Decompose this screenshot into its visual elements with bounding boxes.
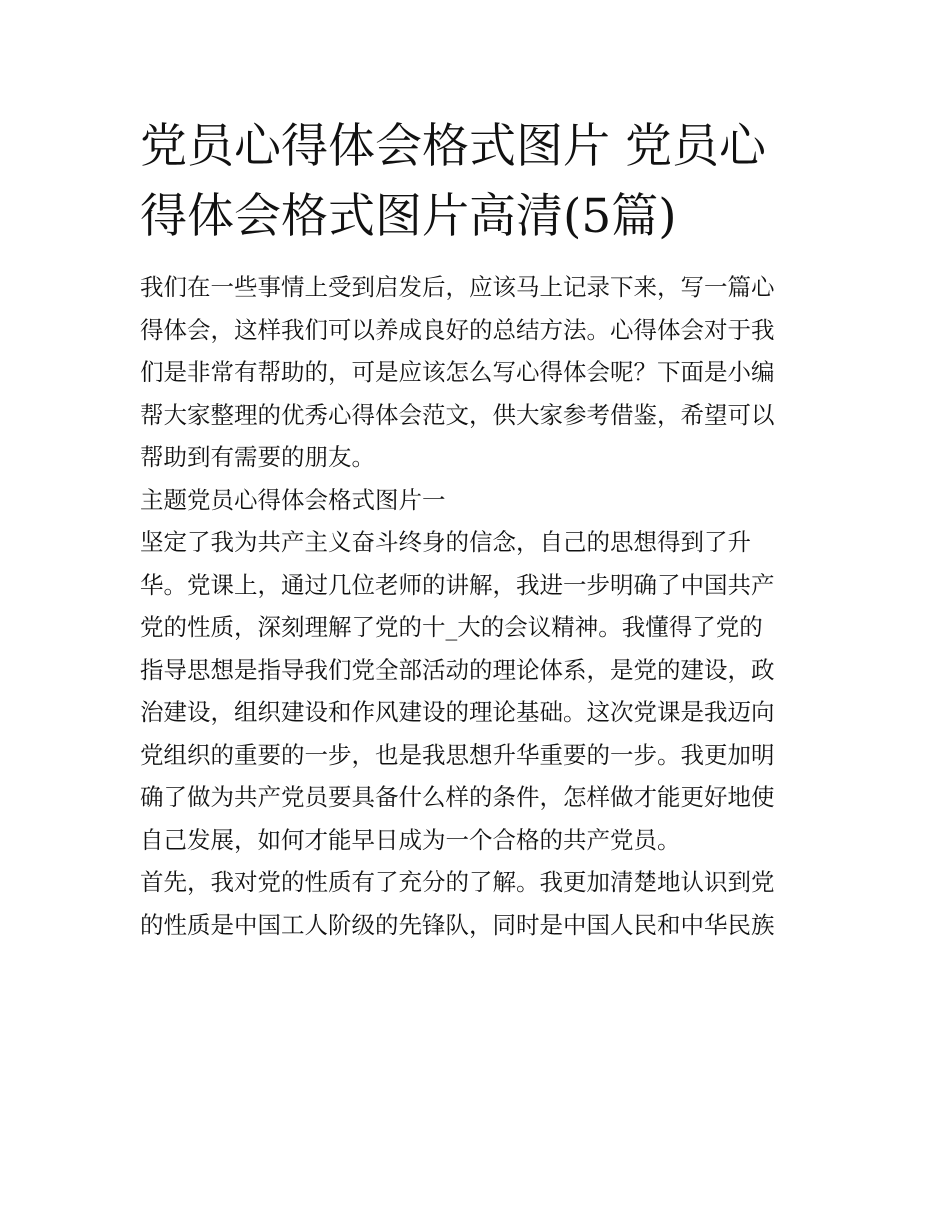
document-title — [140, 112, 812, 252]
title-line: 得体会格式图片高清(5篇) — [140, 189, 677, 244]
text-line: 帮助到有需要的朋友。 — [140, 443, 375, 471]
text-line: 我们在一些事情上受到启发后，应该马上记录下来，写一篇心 — [140, 273, 775, 301]
text-line: 得体会，这样我们可以养成良好的总结方法。心得体会对于我 — [140, 315, 775, 344]
body-paragraph — [140, 521, 812, 861]
text-line: 自己发展，如何才能早日成为一个合格的共产党员。 — [140, 825, 681, 854]
text-line: 治建设，组织建设和作风建设的理论基础。这次党课是我迈向 — [140, 698, 775, 726]
title-line: 党员心得体会格式图片 党员心 — [140, 119, 766, 174]
text-line: 党组织的重要的一步，也是我思想升华重要的一步。我更加明 — [140, 740, 775, 769]
text-line: 华。党课上，通过几位老师的讲解，我进一步明确了中国共产 — [140, 570, 775, 599]
intro-paragraph — [140, 266, 812, 479]
text-line: 们是非常有帮助的，可是应该怎么写心得体会呢？下面是小编 — [140, 358, 775, 386]
text-line: 坚定了我为共产主义奋斗终身的信念，自己的思想得到了升 — [140, 528, 751, 556]
section-heading — [140, 479, 812, 522]
text-line: 指导思想是指导我们党全部活动的理论体系，是党的建设，政 — [140, 655, 775, 684]
body-paragraph — [140, 861, 812, 946]
text-line: 主题党员心得体会格式图片一 — [140, 485, 446, 514]
text-line: 帮大家整理的优秀心得体会范文，供大家参考借鉴，希望可以 — [140, 400, 775, 429]
text-line: 的性质是中国工人阶级的先锋队，同时是中国人民和中华民族 — [140, 910, 775, 939]
document-content — [140, 112, 812, 946]
document-body — [140, 266, 812, 946]
text-line: 确了做为共产党员要具备什么样的条件，怎样做才能更好地使 — [140, 783, 775, 811]
text-line: 首先，我对党的性质有了充分的了解。我更加清楚地认识到党 — [140, 868, 775, 896]
text-line: 党的性质，深刻理解了党的十_大的会议精神。我懂得了党的 — [140, 613, 763, 641]
